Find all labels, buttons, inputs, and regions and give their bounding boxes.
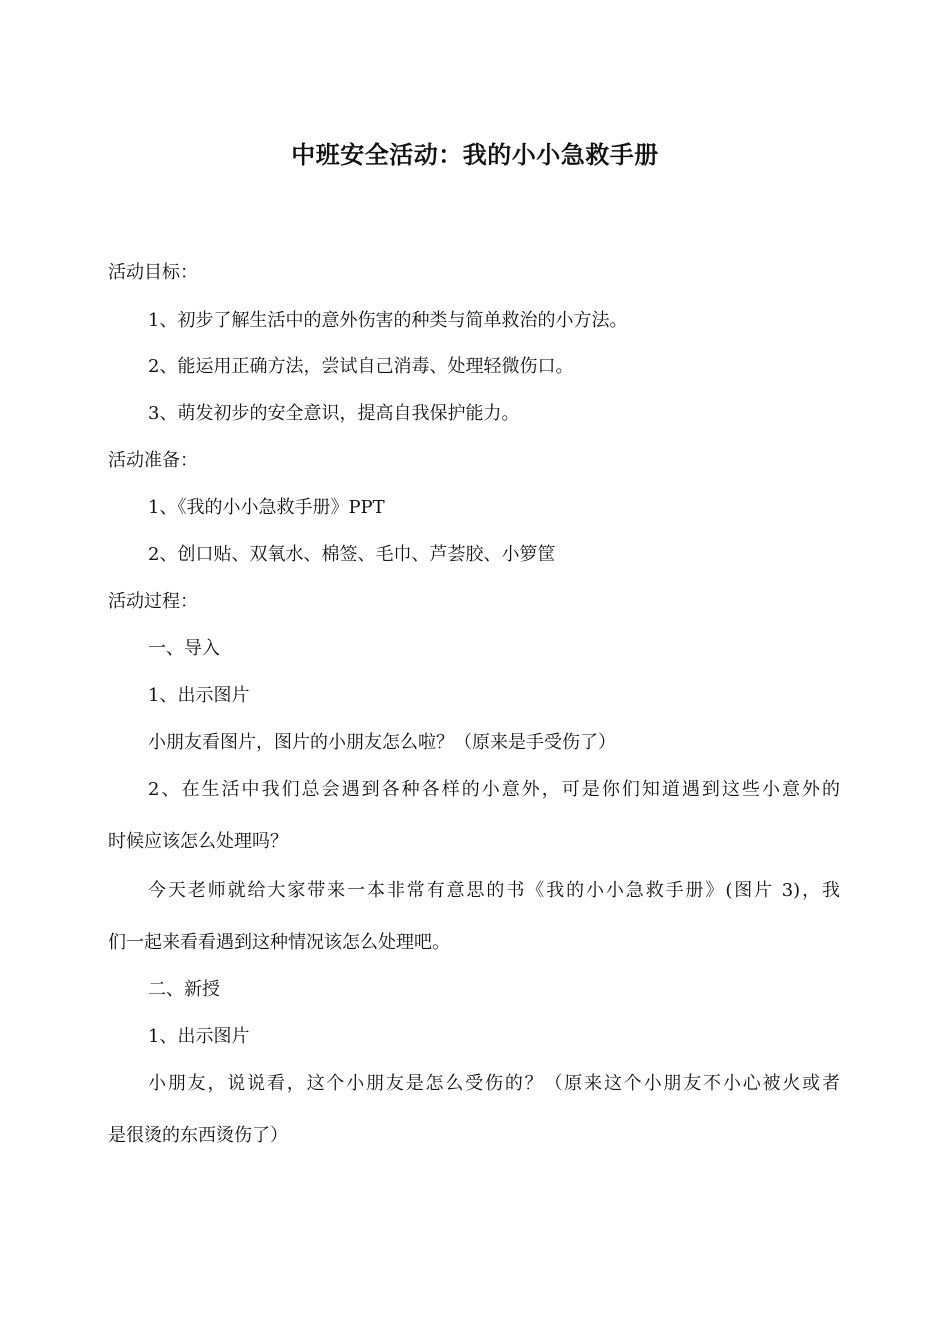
paragraph-line: 小朋友看图片，图片的小朋友怎么啦？（原来是手受伤了） <box>148 732 616 753</box>
step-label: 1、出示图片 <box>148 1026 250 1047</box>
preparation-item: 1、《我的小小急救手册》PPT <box>148 497 385 518</box>
section-heading-intro: 一、导入 <box>148 638 220 659</box>
preparation-item: 2、创口贴、双氧水、棉签、毛巾、芦荟胶、小箩筐 <box>148 544 556 565</box>
document-title: 中班安全活动：我的小小急救手册 <box>291 141 659 169</box>
paragraph-line: 时候应该怎么处理吗？ <box>108 831 288 852</box>
paragraph-line: 是很烫的东西烫伤了） <box>108 1125 288 1146</box>
paragraph-line: 们一起来看看遇到这种情况该怎么处理吧。 <box>108 932 450 953</box>
preparation-heading: 活动准备： <box>108 450 198 471</box>
goal-item: 2、能运用正确方法，尝试自己消毒、处理轻微伤口。 <box>148 356 574 377</box>
goals-heading: 活动目标： <box>108 262 198 283</box>
goal-item: 1、初步了解生活中的意外伤害的种类与简单救治的小方法。 <box>148 310 628 331</box>
paragraph-line: 2、在生活中我们总会遇到各种各样的小意外，可是你们知道遇到这些小意外的 <box>148 779 840 800</box>
process-heading: 活动过程： <box>108 591 198 612</box>
goal-item: 3、萌发初步的安全意识，提高自我保护能力。 <box>148 403 520 424</box>
paragraph-line: 小朋友，说说看，这个小朋友是怎么受伤的？（原来这个小朋友不小心被火或者 <box>148 1073 840 1094</box>
step-label: 1、出示图片 <box>148 685 250 706</box>
paragraph-line: 今天老师就给大家带来一本非常有意思的书《我的小小急救手册》(图片 3)，我 <box>148 880 840 901</box>
section-heading-new: 二、新授 <box>148 979 220 1000</box>
